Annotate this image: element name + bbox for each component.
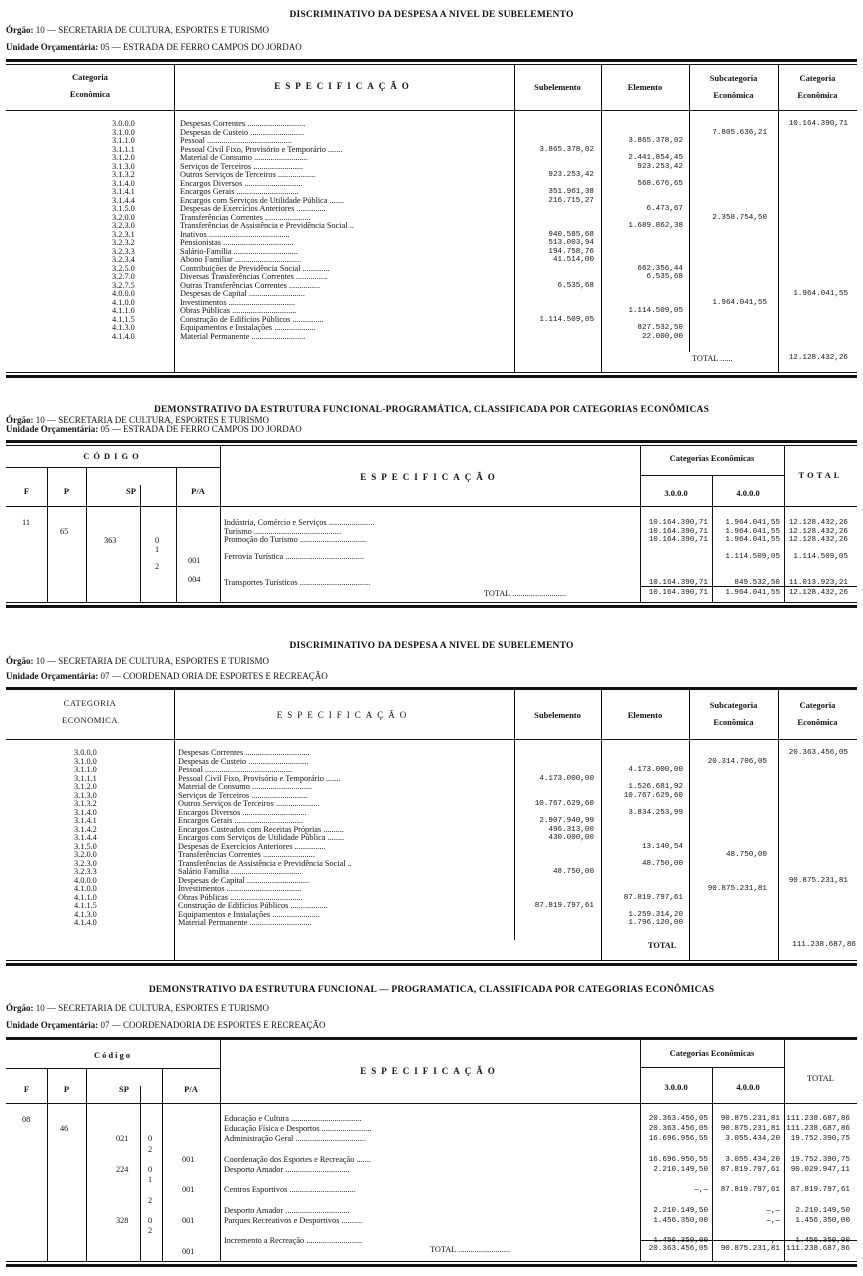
- s4-top-rule: [6, 1037, 857, 1040]
- s4-h-codigo: Código: [94, 1050, 132, 1060]
- s1-bottom-rule: [6, 372, 857, 373]
- s1-total: 12.128.432,26: [788, 354, 848, 362]
- s2-pa: 001 004: [188, 556, 201, 584]
- s3-bottom-rule-2: [6, 963, 857, 966]
- s2-h-codigo: CÓDIGO: [83, 451, 143, 461]
- s3-h-cat1: CATEGORIA: [63, 698, 117, 708]
- s4-unidade: Unidade Orçamentária: 07 — COORDENADORIA DE ESPORTES E RECREAÇÃO: [6, 1020, 326, 1030]
- s4-h-cat: Categorias Econômicas: [669, 1048, 755, 1058]
- s2-h-cat: Categorias Econômicas: [669, 453, 755, 463]
- s4-sp: 021 224 328: [116, 1134, 129, 1226]
- s2-h-p: P: [63, 486, 70, 496]
- s2-h-f: F: [23, 486, 30, 496]
- s3-specs: Despesas Correntes ............................... Despesas de Custeio ............................. Pessoal .......................................... Pessoal Civil Fixo, Provisório e Temporário ....... Material de Consumo ............................. Serviços de Terceiros ........................... Outros Serviços de Terceiros ..................... Encargos Diversos ............................... Encargos Gerais ................................. Encargos Custeados com Receitas Próprias .......... Encargos com Serviços de Utilidade Pública ........ Despesas de Exercícios Anteriores ............... Transferências Correntes ......................... Transferências de Assistência e Previdência Social .. Salário Família .................................. Despesas de Capital .............................. Investimentos .................................... Obras Públicas ................................... Construção de Edifícios Públicos .................. Equipamentos e Instalações ....................... Material Permanente ..............................: [178, 749, 352, 927]
- s4-c3-values: 20.363.456,05 20.363.456,05 16.696.956,55 16.696.956,55 2.210.149,50 —,— 2.210.149,50 1.456.350,00 1.456.350,00: [648, 1115, 708, 1246]
- s2-code-rule: [6, 467, 220, 468]
- s4-title: DEMONSTRATIVO DA ESTRUTURA FUNCIONAL — PROGRAMATICA, CLASSIFICADA POR CATEGORIAS ECONÔMICAS: [148, 985, 715, 995]
- s4-h-p: P: [63, 1084, 70, 1094]
- s2-bottom-rule: [6, 602, 857, 603]
- s4-bottom-rule: [6, 1261, 857, 1262]
- s3-h-catr1: Categoria: [799, 700, 836, 710]
- s1-specs: Despesas Correntes ............................ Despesas de Custeio .......................... Pessoal ......................................... Pessoal Civil Fixo, Provisório e Temporário ....... Material de Consumo .......................... Serviços de Terceiros ........................ Outros Serviços de Terceiros .................. Encargos Diversos ............................ Encargos Gerais .............................. Encargos com Serviços de Utilidade Pública ....... Despesas de Exercícios Anteriores .............. Transferências Correntes ...................... Transferências de Assistência e Previdência Social .. Inativos ....................................... Pensionistas .................................. Salário-Família ............................... Abono Familiar ................................ Contribuições de Previdência Social ............. Diversas Transferências Correntes ............... Outras Transferências Correntes ............... Despesas de Capital ........................... Investimentos ................................ Obras Públicas ............................... Construção de Edifícios Públicos ............... Equipamentos e Instalações .................... Material Permanente ..........................: [180, 120, 354, 341]
- s1-header-rule: [6, 110, 857, 111]
- s2-header-rule: [6, 506, 857, 507]
- s4-specs: Educação e Cultura .................................. Educação Física e Desportos ........................ Administração Geral .................................. Coordenação dos Esportes e Recreação ....... Desporto Amador ............................... Centros Esportivos ................................ Desporto Amador ............................... Parques Recreativos e Desportivos .......... Incremento a Recreação ...........................: [224, 1114, 372, 1246]
- s2-h-c3: 3.0.0.0: [664, 488, 688, 498]
- s2-p: 65: [60, 527, 69, 536]
- s2-top-rule: [6, 440, 857, 443]
- s2-total-c4: 1.964.041,55: [725, 589, 780, 597]
- s2-top-rule-2: [6, 445, 857, 446]
- s4-vline: [140, 1086, 141, 1261]
- s1-h-cat1: Categoria: [72, 72, 108, 82]
- s3-vline: [601, 690, 602, 960]
- s1-h-subcat1: Subcategoria: [709, 73, 758, 83]
- s2-sp: 363: [104, 536, 117, 545]
- s4-h-sp: SP: [119, 1084, 129, 1094]
- s3-h-spec: ESPECIFICAÇÃO: [276, 710, 412, 720]
- s1-h-spec: ESPECIFICAÇÃO: [274, 81, 414, 91]
- s1-orgao: Órgão: 10 — SECRETARIA DE CULTURA, ESPORTES E TURISMO: [6, 25, 270, 35]
- s4-h-c4: 4.0.0.0: [736, 1082, 760, 1092]
- s4-h-pa: P/A: [184, 1084, 198, 1094]
- s3-elem-values: 4.173.000,00 1.526.681,92 10.767.629,60 3.834.253,99 13.140,54 48.750,00 87.819.797,61 1.259.314,20 1.796.120,00: [623, 766, 683, 927]
- s2-unidade: Unidade Orçamentária: 05 — ESTRADA DE FERRO CAMPOS DO JORDAO: [6, 424, 302, 434]
- s4-vline: [47, 1068, 48, 1261]
- s1-top-rule-2: [6, 64, 857, 65]
- s4-h-total: TOTAL: [806, 1073, 835, 1083]
- s3-top-rule: [6, 687, 857, 690]
- s3-h-subcat1: Subcategoria: [709, 700, 758, 710]
- s4-total-c3: 20.363.456,05: [648, 1245, 708, 1253]
- s3-vline: [689, 690, 690, 960]
- s1-vline: [689, 64, 690, 352]
- s4-code-rule: [6, 1068, 220, 1069]
- s4-orgao: Órgão: 10 — SECRETARIA DE CULTURA, ESPORTES E TURISMO: [6, 1003, 270, 1013]
- s2-vline: [140, 485, 141, 602]
- s2-vline: [220, 445, 221, 602]
- s1-elem-values: 3.865.378,02 2.441.854,45 923.253,42 568.676,65 6.473,67 1.689.862,38 662.356,44 6.535,68 1.114.509,05 827.532,50 22.000,00: [628, 137, 683, 341]
- s2-vline: [784, 445, 785, 602]
- s4-total-label: TOTAL .........................: [430, 1245, 510, 1254]
- s1-h-catr1: Categoria: [799, 73, 836, 83]
- s2-title: DEMONSTRATIVO DA ESTRUTURA FUNCIONAL-PROGRAMÁTICA, CLASSIFICADA POR CATEGORIAS ECONÔMICAS: [153, 405, 710, 415]
- s4-vline: [640, 1040, 641, 1261]
- s4-vline: [712, 1067, 713, 1261]
- s2-total-c3: 10.164.390,71: [648, 589, 708, 597]
- s4-sub: 0 2 0 1 2 0 2: [148, 1134, 153, 1236]
- s1-total-label: TOTAL ......: [692, 354, 733, 363]
- s3-h-catr2: Econômica: [797, 717, 838, 727]
- s3-total-label: TOTAL: [648, 941, 677, 950]
- s1-subcat-values: 7.805.636,21 2.358.754,50 1.964.041,55: [712, 128, 767, 307]
- s1-vline: [778, 64, 779, 372]
- s4-f: 08: [22, 1115, 31, 1124]
- s2-c4-values: 1.964.041,55 1.964.041,55 1.964.041,55 1.114.509,05 849.532,50: [725, 519, 780, 587]
- s2-sub: 0 1 2: [155, 536, 160, 571]
- s3-header-rule: [6, 739, 857, 740]
- s1-h-elem: Elemento: [627, 82, 663, 92]
- s3-title: DISCRIMINATIVO DA DESPESA A NIVEL DE SUBELEMENTO: [289, 641, 574, 651]
- s2-h-pa: P/A: [191, 486, 205, 496]
- s1-h-sub: Subelemento: [534, 82, 581, 92]
- s3-h-sub: Subelemento: [534, 710, 581, 720]
- s2-total-label: TOTAL ..........................: [484, 589, 567, 598]
- s1-bottom-rule-2: [6, 375, 857, 378]
- s2-f: 11: [22, 518, 30, 527]
- s3-bottom-rule: [6, 960, 857, 961]
- s1-top-rule: [6, 59, 857, 62]
- s3-catr-values: 20.363.456,05 90.875.231,81: [788, 749, 848, 885]
- s4-p: 46: [60, 1124, 69, 1133]
- s4-vline: [86, 1068, 87, 1261]
- s2-total-tot: 12.128.432,26: [788, 589, 848, 597]
- s1-title: DISCRIMINATIVO DA DESPESA A NIVEL DE SUBELEMENTO: [289, 10, 574, 20]
- s1-unidade: Unidade Orçamentária: 05 — ESTRADA DE FERRO CAMPOS DO JORDAO: [6, 42, 302, 52]
- s1-vline: [174, 64, 175, 372]
- s2-vline: [640, 445, 641, 602]
- s1-vline: [601, 64, 602, 372]
- s4-tot-values: 111.238.687,86 111.238.687,86 19.752.390,75 19.752.390,75 90.029.947,11 87.819.797,61 2.210.149,50 1.456.350,00 1.456.350,00: [786, 1115, 850, 1246]
- s1-h-catr2: Econômica: [797, 90, 838, 100]
- s2-c3-values: 10.164.390,71 10.164.390,71 10.164.390,71 10.164.390,71: [648, 519, 708, 587]
- s1-codes: 3.0.0.0 3.1.0.0 3.1.1.0 3.1.1.1 3.1.2.0 3.1.3.0 3.1.3.2 3.1.4.0 3.1.4.1 3.1.4.4 3.1.5.0 3.2.0.0 3.2.3.0 3.2.3.1 3.2.3.2 3.2.3.3 3.2.3.4 3.2.5.0 3.2.7.0 3.2.7.5 4.0.0.0 4.1.0.0 4.1.1.0 4.1.1.5 4.1.3.0 4.1.4.0: [112, 119, 135, 341]
- s4-header-rule: [6, 1103, 857, 1104]
- s3-h-subcat2: Econômica: [713, 717, 754, 727]
- s3-vline: [778, 690, 779, 960]
- s1-catr-values: 10.164.390,71 1.964.041,55: [788, 120, 848, 298]
- s4-h-c3: 3.0.0.0: [664, 1082, 688, 1092]
- s3-h-elem: Elemento: [627, 710, 663, 720]
- s2-h-spec: ESPECIFICAÇÃO: [360, 472, 500, 482]
- s3-sub-values: 4.173.000,00 10.767.629,60 2.907.940,99 496.313,00 430.000,00 48.750,00 87.819.797,61: [534, 774, 594, 910]
- s3-subcat-values: 20.314.706,05 48.750,00 90.875.231,81: [707, 757, 767, 893]
- s3-orgao: Órgão: 10 — SECRETARIA DE CULTURA, ESPORTES E TURISMO: [6, 656, 270, 666]
- s2-h-sp: SP: [126, 486, 136, 496]
- s1-h-cat2: Econômica: [69, 89, 111, 99]
- s3-vline: [514, 690, 515, 940]
- s4-total-c4: 90.875.231,81: [720, 1245, 780, 1253]
- s1-vline: [514, 64, 515, 372]
- s4-c4-values: 90.875.231,81 90.875.231,81 3.055.434,20 3.055.434,20 87.819.797,61 87.819.797,61 —,— —,— —,—: [720, 1115, 780, 1246]
- s3-vline: [174, 690, 175, 960]
- s3-unidade: Unidade Orçamentária: 07 — COORDENAD ORIA DE ESPORTES E RECREAÇÃO: [6, 671, 328, 681]
- s4-pa: 001 001 001 001: [182, 1154, 195, 1256]
- s3-h-cat2: ECONOMICA: [62, 715, 118, 725]
- s2-h-c4: 4.0.0.0: [736, 488, 760, 498]
- s4-h-f: F: [23, 1084, 30, 1094]
- s1-sub-values: 3.865.378,02 923.253,42 351.961,38 216.715,27 940.585,68 513.003,94 194.758,76 41.514,00 6.535,68 1.114.509,05: [539, 145, 594, 324]
- s2-orgao: Órgão: 10 — SECRETARIA DE CULTURA, ESPORTES E TURISMO: [6, 415, 270, 425]
- s2-specs: Indústria, Comércio e Serviços ...................... Turismo .......................................... Promoção do Turismo ................................ Ferrovia Turística ...................................... Transportes Turísticos ..................................: [224, 519, 375, 587]
- s2-bottom-rule-2: [6, 605, 857, 608]
- s3-total: 111.238.687,86: [792, 941, 856, 949]
- s4-h-spec: ESPECIFICAÇÃO: [360, 1066, 500, 1076]
- s2-tot-values: 12.128.432,26 12.128.432,26 12.128.432,26 1.114.509,05 11.013.923,21: [788, 519, 848, 587]
- s3-codes: 3.0.0.0 3.1.0.0 3.1.1.0 3.1.1.1 3.1.2.0 3.1.3.0 3.1.3.2 3.1.4.0 3.1.4.1 3.1.4.2 3.1.4.4 3.1.5.0 3.2.0.0 3.2.3.0 3.2.3.3 4.0.0.0 4.1.0.0 4.1.1.0 4.1.1.5 4.1.3.0 4.1.4.0: [74, 748, 97, 927]
- s2-h-total: TOTAL: [798, 470, 843, 480]
- s1-h-subcat2: Econômica: [713, 90, 754, 100]
- s4-bottom-rule-2: [6, 1264, 857, 1267]
- s4-total-tot: 111.238.687,86: [786, 1245, 850, 1253]
- s4-vline: [162, 1068, 163, 1261]
